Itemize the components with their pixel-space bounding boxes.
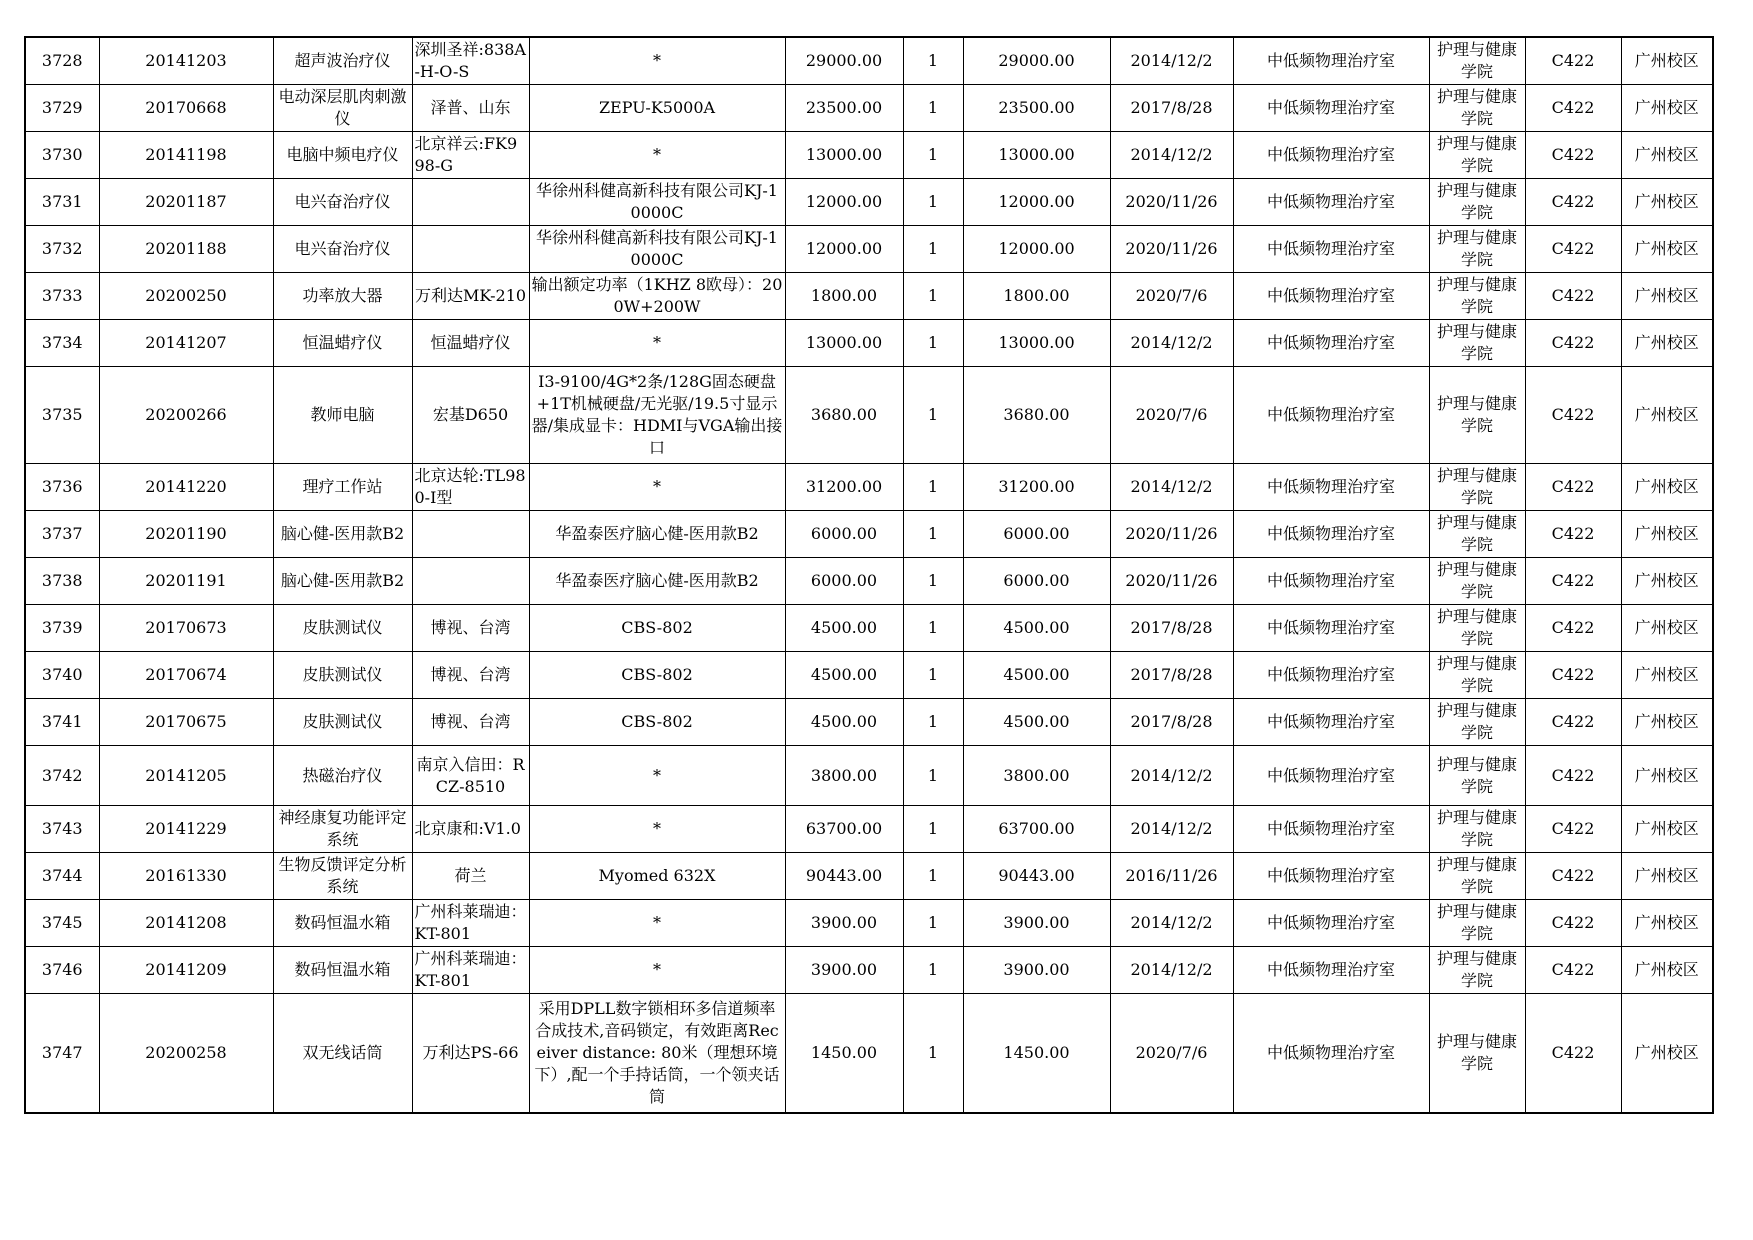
cell-room: 中低频物理治疗室 [1233,273,1429,320]
cell-location: C422 [1525,511,1621,558]
cell-room: 中低频物理治疗室 [1233,464,1429,511]
cell-price: 1800.00 [785,273,903,320]
cell-qty: 1 [903,226,963,273]
cell-total: 6000.00 [963,511,1110,558]
cell-price: 4500.00 [785,605,903,652]
cell-campus: 广州校区 [1621,746,1713,806]
cell-campus: 广州校区 [1621,226,1713,273]
cell-qty: 1 [903,853,963,900]
cell-no: 3739 [25,605,99,652]
cell-spec: Myomed 632X [529,853,785,900]
cell-spec: * [529,464,785,511]
cell-campus: 广州校区 [1621,605,1713,652]
cell-location: C422 [1525,994,1621,1114]
cell-qty: 1 [903,746,963,806]
cell-asset-id: 20161330 [99,853,273,900]
cell-asset-id: 20141198 [99,132,273,179]
cell-name: 电兴奋治疗仪 [273,226,412,273]
cell-brand: 博视、台湾 [412,699,529,746]
cell-spec: CBS-802 [529,652,785,699]
cell-spec: * [529,900,785,947]
cell-dept: 护理与健康学院 [1429,900,1525,947]
cell-campus: 广州校区 [1621,511,1713,558]
table-row [25,132,1713,179]
cell-spec: * [529,947,785,994]
table-row [25,900,1713,947]
cell-total: 29000.00 [963,37,1110,85]
cell-date: 2020/7/6 [1110,994,1233,1114]
cell-room: 中低频物理治疗室 [1233,994,1429,1114]
cell-room: 中低频物理治疗室 [1233,367,1429,464]
cell-total: 1450.00 [963,994,1110,1114]
cell-brand: 博视、台湾 [412,652,529,699]
cell-location: C422 [1525,464,1621,511]
cell-date: 2016/11/26 [1110,853,1233,900]
cell-location: C422 [1525,132,1621,179]
cell-qty: 1 [903,511,963,558]
cell-brand: 博视、台湾 [412,605,529,652]
cell-asset-id: 20201187 [99,179,273,226]
cell-room: 中低频物理治疗室 [1233,652,1429,699]
cell-qty: 1 [903,806,963,853]
cell-asset-id: 20170673 [99,605,273,652]
cell-campus: 广州校区 [1621,900,1713,947]
cell-name: 教师电脑 [273,367,412,464]
cell-dept: 护理与健康学院 [1429,37,1525,85]
cell-no: 3733 [25,273,99,320]
cell-location: C422 [1525,37,1621,85]
cell-brand: 荷兰 [412,853,529,900]
cell-date: 2020/11/26 [1110,511,1233,558]
cell-qty: 1 [903,947,963,994]
cell-name: 电兴奋治疗仪 [273,179,412,226]
cell-dept: 护理与健康学院 [1429,746,1525,806]
cell-name: 生物反馈评定分析系统 [273,853,412,900]
cell-total: 4500.00 [963,699,1110,746]
cell-total: 13000.00 [963,132,1110,179]
cell-dept: 护理与健康学院 [1429,367,1525,464]
cell-dept: 护理与健康学院 [1429,853,1525,900]
cell-room: 中低频物理治疗室 [1233,806,1429,853]
cell-asset-id: 20170668 [99,85,273,132]
cell-total: 4500.00 [963,652,1110,699]
cell-location: C422 [1525,900,1621,947]
cell-total: 1800.00 [963,273,1110,320]
cell-location: C422 [1525,746,1621,806]
cell-qty: 1 [903,37,963,85]
cell-room: 中低频物理治疗室 [1233,900,1429,947]
cell-name: 电脑中频电疗仪 [273,132,412,179]
cell-asset-id: 20200250 [99,273,273,320]
cell-date: 2014/12/2 [1110,320,1233,367]
table-row [25,806,1713,853]
table-row [25,226,1713,273]
cell-room: 中低频物理治疗室 [1233,85,1429,132]
cell-spec: 输出额定功率（1KHZ 8欧母）：200W+200W [529,273,785,320]
cell-location: C422 [1525,605,1621,652]
cell-qty: 1 [903,464,963,511]
cell-price: 4500.00 [785,699,903,746]
cell-campus: 广州校区 [1621,37,1713,85]
cell-no: 3736 [25,464,99,511]
cell-brand [412,226,529,273]
table-row [25,320,1713,367]
cell-total: 12000.00 [963,226,1110,273]
cell-name: 双无线话筒 [273,994,412,1114]
cell-no: 3741 [25,699,99,746]
table-row [25,994,1713,1114]
cell-qty: 1 [903,132,963,179]
cell-brand: 泽普、山东 [412,85,529,132]
cell-no: 3746 [25,947,99,994]
cell-campus: 广州校区 [1621,699,1713,746]
cell-brand [412,179,529,226]
cell-no: 3738 [25,558,99,605]
cell-date: 2014/12/2 [1110,947,1233,994]
cell-campus: 广州校区 [1621,132,1713,179]
cell-asset-id: 20170675 [99,699,273,746]
cell-brand: 万利达MK-210 [412,273,529,320]
cell-spec: I3-9100/4G*2条/128G固态硬盘+1T机械硬盘/无光驱/19.5寸显示器/集成显卡：HDMI与VGA输出接口 [529,367,785,464]
cell-asset-id: 20141209 [99,947,273,994]
cell-room: 中低频物理治疗室 [1233,558,1429,605]
cell-spec: 采用DPLL数字锁相环多信道频率合成技术,音码锁定，有效距离Receiver distance: 80米（理想环境下）,配一个手持话筒，一个领夹话筒 [529,994,785,1114]
cell-dept: 护理与健康学院 [1429,558,1525,605]
cell-name: 超声波治疗仪 [273,37,412,85]
cell-name: 神经康复功能评定系统 [273,806,412,853]
cell-location: C422 [1525,853,1621,900]
cell-no: 3735 [25,367,99,464]
cell-spec: * [529,320,785,367]
cell-spec: CBS-802 [529,699,785,746]
cell-price: 6000.00 [785,558,903,605]
cell-campus: 广州校区 [1621,464,1713,511]
cell-dept: 护理与健康学院 [1429,652,1525,699]
cell-location: C422 [1525,699,1621,746]
cell-total: 3900.00 [963,900,1110,947]
cell-name: 皮肤测试仪 [273,699,412,746]
cell-date: 2017/8/28 [1110,652,1233,699]
cell-name: 功率放大器 [273,273,412,320]
cell-qty: 1 [903,994,963,1114]
cell-dept: 护理与健康学院 [1429,605,1525,652]
cell-spec: 华盈泰医疗脑心健-医用款B2 [529,511,785,558]
table-body [25,37,1713,1113]
cell-brand: 南京入信田：RCZ-8510 [412,746,529,806]
cell-no: 3731 [25,179,99,226]
table-row [25,746,1713,806]
cell-dept: 护理与健康学院 [1429,132,1525,179]
cell-brand: 北京祥云:FK998-G [412,132,529,179]
cell-name: 数码恒温水箱 [273,900,412,947]
cell-total: 63700.00 [963,806,1110,853]
cell-spec: * [529,37,785,85]
cell-brand: 恒温蜡疗仪 [412,320,529,367]
cell-spec: ZEPU-K5000A [529,85,785,132]
cell-room: 中低频物理治疗室 [1233,132,1429,179]
cell-total: 31200.00 [963,464,1110,511]
cell-room: 中低频物理治疗室 [1233,746,1429,806]
cell-room: 中低频物理治疗室 [1233,226,1429,273]
cell-date: 2017/8/28 [1110,699,1233,746]
cell-total: 3800.00 [963,746,1110,806]
cell-dept: 护理与健康学院 [1429,699,1525,746]
cell-total: 12000.00 [963,179,1110,226]
cell-price: 12000.00 [785,179,903,226]
cell-qty: 1 [903,179,963,226]
cell-price: 31200.00 [785,464,903,511]
cell-spec: 华徐州科健高新科技有限公司KJ-10000C [529,226,785,273]
cell-no: 3729 [25,85,99,132]
cell-spec: 华盈泰医疗脑心健-医用款B2 [529,558,785,605]
cell-price: 3800.00 [785,746,903,806]
cell-spec: * [529,132,785,179]
cell-no: 3747 [25,994,99,1114]
cell-spec: CBS-802 [529,605,785,652]
table-row [25,947,1713,994]
cell-total: 90443.00 [963,853,1110,900]
cell-date: 2017/8/28 [1110,85,1233,132]
cell-campus: 广州校区 [1621,947,1713,994]
cell-total: 4500.00 [963,605,1110,652]
table-row [25,273,1713,320]
cell-date: 2020/7/6 [1110,273,1233,320]
cell-date: 2020/7/6 [1110,367,1233,464]
cell-brand: 北京康和:V1.0 [412,806,529,853]
cell-campus: 广州校区 [1621,994,1713,1114]
cell-room: 中低频物理治疗室 [1233,605,1429,652]
cell-no: 3742 [25,746,99,806]
cell-qty: 1 [903,652,963,699]
cell-name: 电动深层肌肉刺激仪 [273,85,412,132]
cell-price: 3680.00 [785,367,903,464]
cell-price: 1450.00 [785,994,903,1114]
cell-qty: 1 [903,273,963,320]
cell-qty: 1 [903,900,963,947]
cell-brand: 广州科莱瑞迪：KT-801 [412,900,529,947]
equipment-table [24,36,1714,1114]
cell-date: 2014/12/2 [1110,132,1233,179]
cell-room: 中低频物理治疗室 [1233,320,1429,367]
cell-no: 3732 [25,226,99,273]
cell-campus: 广州校区 [1621,652,1713,699]
cell-campus: 广州校区 [1621,367,1713,464]
cell-asset-id: 20141207 [99,320,273,367]
cell-no: 3734 [25,320,99,367]
cell-name: 皮肤测试仪 [273,605,412,652]
cell-location: C422 [1525,320,1621,367]
cell-dept: 护理与健康学院 [1429,464,1525,511]
cell-location: C422 [1525,226,1621,273]
cell-date: 2014/12/2 [1110,464,1233,511]
cell-no: 3744 [25,853,99,900]
cell-no: 3730 [25,132,99,179]
cell-name: 数码恒温水箱 [273,947,412,994]
cell-room: 中低频物理治疗室 [1233,853,1429,900]
cell-price: 4500.00 [785,652,903,699]
cell-price: 23500.00 [785,85,903,132]
cell-dept: 护理与健康学院 [1429,947,1525,994]
cell-name: 脑心健-医用款B2 [273,511,412,558]
cell-location: C422 [1525,947,1621,994]
cell-date: 2014/12/2 [1110,746,1233,806]
cell-campus: 广州校区 [1621,806,1713,853]
table-row [25,558,1713,605]
cell-room: 中低频物理治疗室 [1233,179,1429,226]
cell-brand: 广州科莱瑞迪：KT-801 [412,947,529,994]
cell-brand [412,558,529,605]
cell-qty: 1 [903,699,963,746]
table-row [25,85,1713,132]
cell-no: 3745 [25,900,99,947]
cell-qty: 1 [903,320,963,367]
cell-date: 2020/11/26 [1110,226,1233,273]
cell-location: C422 [1525,179,1621,226]
cell-dept: 护理与健康学院 [1429,806,1525,853]
cell-date: 2020/11/26 [1110,558,1233,605]
table-row [25,699,1713,746]
cell-date: 2014/12/2 [1110,37,1233,85]
cell-asset-id: 20201191 [99,558,273,605]
cell-price: 3900.00 [785,947,903,994]
cell-spec: * [529,806,785,853]
cell-total: 6000.00 [963,558,1110,605]
table-row [25,464,1713,511]
cell-no: 3728 [25,37,99,85]
cell-price: 13000.00 [785,320,903,367]
cell-price: 3900.00 [785,900,903,947]
cell-campus: 广州校区 [1621,179,1713,226]
cell-brand: 宏基D650 [412,367,529,464]
table-row [25,511,1713,558]
cell-date: 2020/11/26 [1110,179,1233,226]
cell-dept: 护理与健康学院 [1429,273,1525,320]
cell-total: 3900.00 [963,947,1110,994]
cell-location: C422 [1525,273,1621,320]
cell-dept: 护理与健康学院 [1429,226,1525,273]
cell-asset-id: 20141208 [99,900,273,947]
cell-campus: 广州校区 [1621,853,1713,900]
cell-name: 皮肤测试仪 [273,652,412,699]
cell-location: C422 [1525,558,1621,605]
cell-date: 2014/12/2 [1110,806,1233,853]
cell-price: 12000.00 [785,226,903,273]
cell-campus: 广州校区 [1621,273,1713,320]
table-row [25,853,1713,900]
cell-campus: 广州校区 [1621,558,1713,605]
cell-total: 13000.00 [963,320,1110,367]
table-row [25,367,1713,464]
cell-qty: 1 [903,605,963,652]
cell-price: 13000.00 [785,132,903,179]
cell-asset-id: 20201188 [99,226,273,273]
cell-date: 2014/12/2 [1110,900,1233,947]
cell-asset-id: 20141220 [99,464,273,511]
cell-dept: 护理与健康学院 [1429,994,1525,1114]
cell-room: 中低频物理治疗室 [1233,699,1429,746]
cell-asset-id: 20200258 [99,994,273,1114]
cell-total: 23500.00 [963,85,1110,132]
cell-location: C422 [1525,85,1621,132]
cell-brand [412,511,529,558]
cell-price: 6000.00 [785,511,903,558]
cell-dept: 护理与健康学院 [1429,85,1525,132]
cell-spec: 华徐州科健高新科技有限公司KJ-10000C [529,179,785,226]
cell-location: C422 [1525,652,1621,699]
cell-total: 3680.00 [963,367,1110,464]
cell-name: 脑心健-医用款B2 [273,558,412,605]
cell-room: 中低频物理治疗室 [1233,947,1429,994]
cell-dept: 护理与健康学院 [1429,511,1525,558]
table-row [25,37,1713,85]
table-row [25,179,1713,226]
cell-room: 中低频物理治疗室 [1233,37,1429,85]
cell-date: 2017/8/28 [1110,605,1233,652]
cell-price: 90443.00 [785,853,903,900]
cell-name: 热磁治疗仪 [273,746,412,806]
cell-dept: 护理与健康学院 [1429,179,1525,226]
cell-price: 63700.00 [785,806,903,853]
cell-name: 理疗工作站 [273,464,412,511]
cell-qty: 1 [903,367,963,464]
cell-no: 3740 [25,652,99,699]
cell-price: 29000.00 [785,37,903,85]
cell-asset-id: 20170674 [99,652,273,699]
cell-no: 3737 [25,511,99,558]
cell-asset-id: 20141205 [99,746,273,806]
cell-room: 中低频物理治疗室 [1233,511,1429,558]
cell-qty: 1 [903,558,963,605]
cell-location: C422 [1525,367,1621,464]
equipment-sheet [24,36,1712,1114]
cell-spec: * [529,746,785,806]
cell-location: C422 [1525,806,1621,853]
cell-asset-id: 20200266 [99,367,273,464]
cell-name: 恒温蜡疗仪 [273,320,412,367]
cell-no: 3743 [25,806,99,853]
cell-qty: 1 [903,85,963,132]
table-row [25,652,1713,699]
table-row [25,605,1713,652]
cell-brand: 万利达PS-66 [412,994,529,1114]
cell-asset-id: 20141229 [99,806,273,853]
cell-campus: 广州校区 [1621,85,1713,132]
cell-brand: 北京达轮:TL980-I型 [412,464,529,511]
cell-dept: 护理与健康学院 [1429,320,1525,367]
cell-brand: 深圳圣祥:838A-H-O-S [412,37,529,85]
cell-asset-id: 20141203 [99,37,273,85]
cell-campus: 广州校区 [1621,320,1713,367]
cell-asset-id: 20201190 [99,511,273,558]
